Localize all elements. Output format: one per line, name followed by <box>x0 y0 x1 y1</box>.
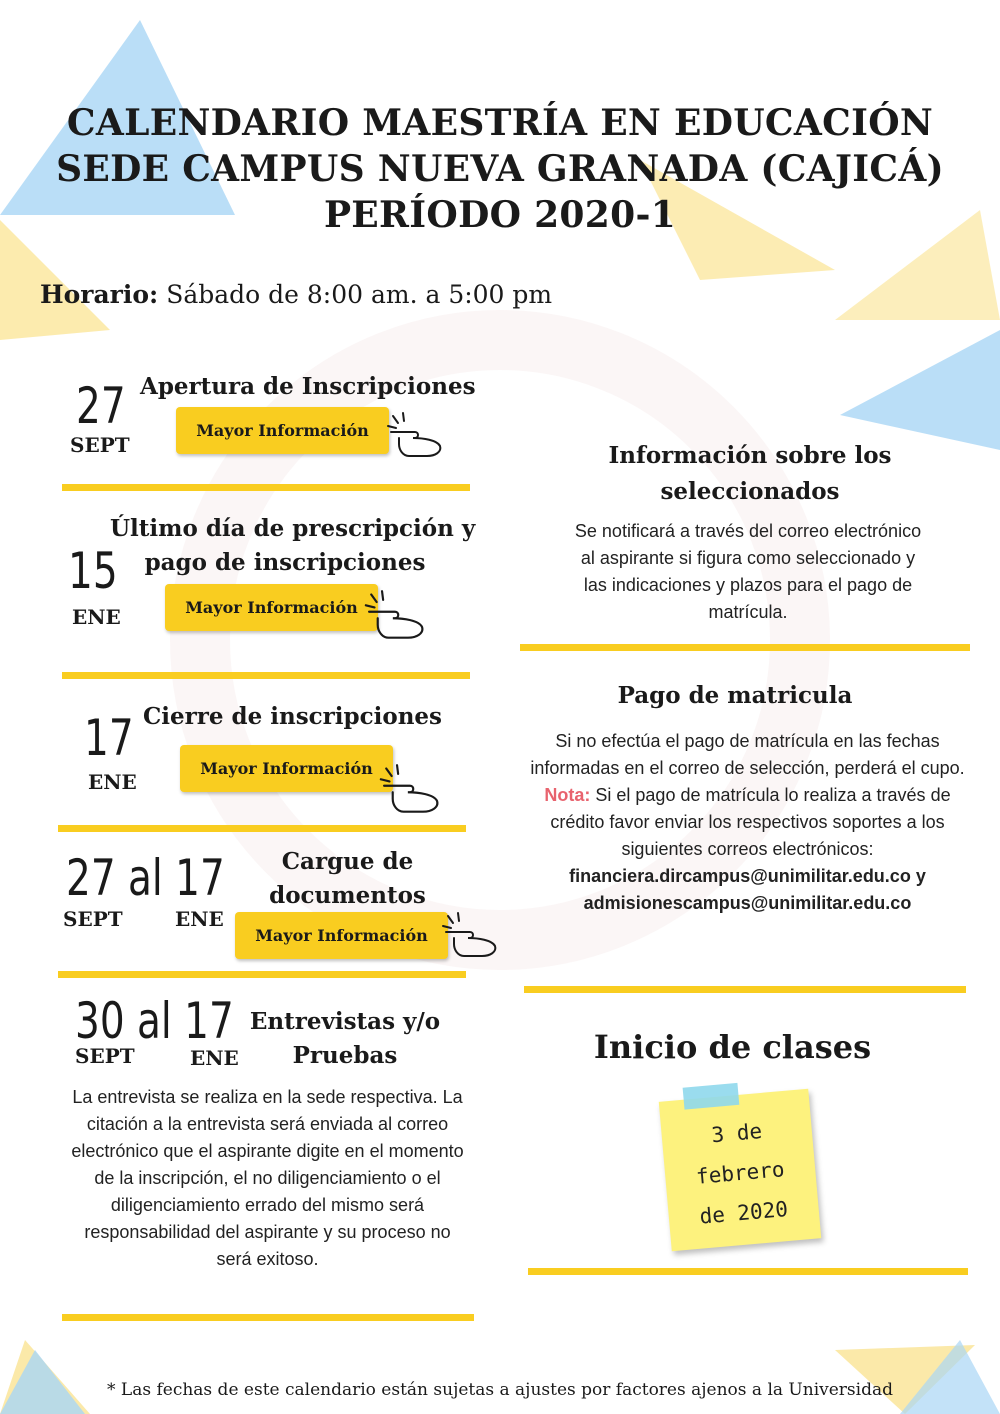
selected-info-title-line-2: seleccionados <box>660 478 840 505</box>
pointing-hand-icon <box>440 910 500 960</box>
event-3-day: 17 <box>84 709 134 767</box>
payment-note <box>530 782 965 863</box>
start-date-line-2: febrero <box>695 1157 786 1189</box>
email-financiera: financiera.dircampus@unimilitar.edu.co y <box>569 866 926 886</box>
divider-bar <box>528 1268 968 1275</box>
event-4-month-end: ENE <box>175 907 224 931</box>
start-date-line-1: 3 de <box>710 1118 764 1148</box>
classes-start-title: Inicio de clases <box>593 1028 872 1066</box>
event-4-days: 27 al 17 <box>66 849 225 907</box>
event-1-day: 27 <box>76 377 126 435</box>
event-4-more-info-button[interactable]: Mayor Información <box>235 912 448 959</box>
event-4-title-line-2: documentos <box>269 882 426 909</box>
event-3-title: Cierre de inscripciones <box>142 703 442 730</box>
event-2-title-line-1: Último día de prescripción y <box>110 515 476 542</box>
note-label: Nota: <box>544 785 591 805</box>
pointing-hand-icon <box>385 410 445 460</box>
event-5-days: 30 al 17 <box>75 992 234 1050</box>
schedule-label: Horario: <box>40 280 159 309</box>
pointing-hand-icon <box>377 762 443 816</box>
note-text: Si el pago de matrícula lo realiza a través de crédito favor enviar los respectivos soportes a los siguientes correos electrónicos: <box>550 785 951 859</box>
payment-title: Pago de matricula <box>617 682 853 709</box>
email-admisiones: admisionescampus@unimilitar.edu.co <box>583 893 912 913</box>
event-5-title-line-2: Pruebas <box>292 1042 398 1069</box>
divider-bar <box>58 825 466 832</box>
divider-bar <box>62 672 470 679</box>
sticky-note <box>659 1089 822 1252</box>
event-5-month-end: ENE <box>190 1046 239 1070</box>
divider-bar <box>62 1314 474 1321</box>
selected-info-title <box>560 438 940 510</box>
divider-bar <box>58 971 466 978</box>
payment-text-block <box>530 728 965 917</box>
schedule-value: Sábado de 8:00 am. a 5:00 pm <box>158 280 553 309</box>
schedule-line <box>40 280 552 309</box>
event-1-more-info-button[interactable]: Mayor Información <box>176 407 389 454</box>
blue-triangle-right <box>840 330 1000 450</box>
divider-bar <box>62 484 470 491</box>
event-4-title-line-1: Cargue de <box>281 848 414 875</box>
divider-bar <box>520 644 970 651</box>
event-3-more-info-button[interactable]: Mayor Información <box>180 745 393 792</box>
event-5-description: La entrevista se realiza en la sede respectiva. La citación a la entrevista será enviada al correo electrónico que el aspirante digite en el momento de la inscripción, el no diligenciamiento o el diligenciamiento errado del mismo será responsabilidad del aspirante y su proceso no será exitoso. <box>71 1087 464 1269</box>
title-line-3: PERÍODO 2020-1 <box>323 194 677 236</box>
footer-disclaimer: * Las fechas de este calendario están sujetas a ajustes por factores ajenos a la Universidad <box>107 1380 893 1400</box>
title-line-1: CALENDARIO MAESTRÍA EN EDUCACIÓN <box>66 102 934 144</box>
event-5-title-line-1: Entrevistas y/o <box>249 1008 441 1035</box>
start-date-line-3: de 2020 <box>698 1197 789 1229</box>
event-2-month: ENE <box>72 605 121 629</box>
payment-text: Si no efectúa el pago de matrícula en las fechas informadas en el correo de selección, perderá el cupo. <box>530 731 965 778</box>
event-5-month-start: SEPT <box>75 1044 135 1068</box>
selected-info-text: Se notificará a través del correo electrónico al aspirante si figura como seleccionado y las indicaciones y plazos para el pago de matrícula. <box>574 521 922 622</box>
pointing-hand-icon <box>362 588 428 642</box>
title-line-2: SEDE CAMPUS NUEVA GRANADA (CAJICÁ) <box>56 148 944 190</box>
event-2-title-line-2: pago de inscripciones <box>144 549 426 576</box>
page-title <box>0 100 1000 238</box>
event-2-day: 15 <box>68 542 118 600</box>
event-1-title: Apertura de Inscripciones <box>140 373 476 400</box>
sticky-note-text <box>660 1107 820 1240</box>
selected-info-title-line-1: Información sobre los <box>608 442 892 469</box>
event-4-month-start: SEPT <box>63 907 123 931</box>
event-3-month: ENE <box>88 770 137 794</box>
divider-bar <box>524 986 966 993</box>
event-2-more-info-button[interactable]: Mayor Información <box>165 584 378 631</box>
event-1-month: SEPT <box>70 433 130 457</box>
